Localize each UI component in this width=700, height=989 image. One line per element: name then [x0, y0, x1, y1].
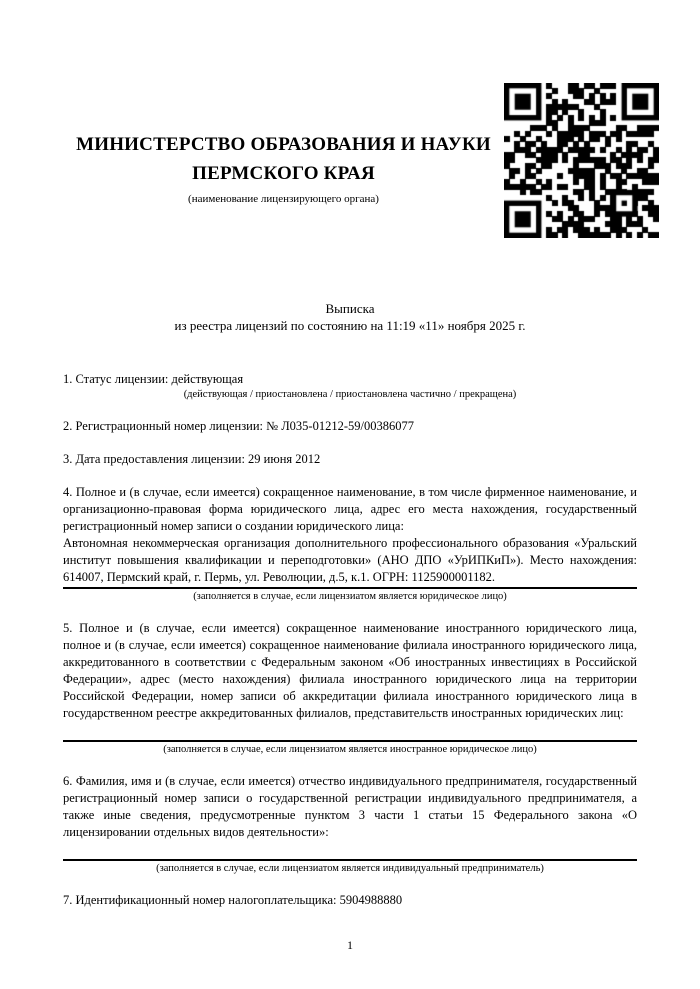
license-status-caption: (действующая / приостановлена / приостановлена частично / прекращена): [183, 389, 517, 400]
item-grant-date: [63, 451, 637, 468]
licensing-authority-name: [63, 130, 504, 188]
item-individual-entrepreneur: [63, 773, 637, 876]
individual-entrepreneur-rule: [63, 859, 637, 861]
foreign-entity-caption: (заполняется в случае, если лицензиатом является иностранное юридическое лицо): [163, 744, 537, 755]
individual-entrepreneur-label: 6. Фамилия, имя и (в случае, если имеется) отчество индивидуального предпринимателя, государственный регистрационный номер записи о государственной регистрации индивидуального предпринимателя, а также иные сведения, предусмотренные пунктом 3 части 1 статьи 15 Федерального закона «О лицензировании отдельных видов деятельности»:: [63, 774, 637, 839]
authority-name-line2: ПЕРМСКОГО КРАЯ: [192, 163, 375, 184]
item-foreign-entity: [63, 620, 637, 757]
item-legal-entity: [63, 484, 637, 604]
taxpayer-number-text: 7. Идентификационный номер налогоплательщика: 5904988880: [63, 893, 403, 907]
licensing-authority-block: [63, 83, 504, 205]
legal-entity-label: 4. Полное и (в случае, если имеется) сокращенное наименование, в том числе фирменное наименование, и организационно-правовая форма юридического лица, адрес его места нахождения, государственный регистрационный номер записи о создании юридического лица:: [63, 485, 637, 533]
legal-entity-value: Автономная некоммерческая организация дополнительного профессионального образования «Уральский институт повышения квалификации и переподготовки» (АНО ДПО «УрИПКиП»). Место нахождения: 614007, Пермский край, г. Пермь, ул. Революции, д.5, к.1. ОГРН: 1125900001182.: [63, 536, 637, 584]
extract-items: [63, 371, 637, 909]
individual-entrepreneur-value: [63, 841, 637, 858]
foreign-entity-rule: [63, 740, 637, 742]
page-number: 1: [347, 938, 353, 952]
license-status-text: 1. Статус лицензии: действующая: [63, 372, 244, 386]
document-title-line1: Выписка: [325, 301, 375, 316]
authority-name-line1: МИНИСТЕРСТВО ОБРАЗОВАНИЯ И НАУКИ: [76, 134, 491, 155]
item-license-status: [63, 371, 637, 402]
foreign-entity-label: 5. Полное и (в случае, если имеется) сокращенное наименование иностранного юридического лица, полное и (в случае, если имеется) сокращенное наименование филиала иностранного юридического лица, аккредитованного в соответствии с Федеральным законом «Об иностранных инвестициях в Российской Федерации», адрес (место нахождения) филиала иностранного юридического лица на территории Российской Федерации, номер записи об аккредитации филиала иностранного юридического лица в государственном реестре аккредитованных филиалов, представительств иностранных юридических лиц:: [63, 621, 637, 720]
item-registration-number: [63, 418, 637, 435]
qr-code: [504, 83, 659, 238]
document-title-line2: из реестра лицензий по состоянию на 11:19 «11» ноября 2025 г.: [174, 318, 526, 333]
legal-entity-rule: [63, 587, 637, 589]
legal-entity-caption: (заполняется в случае, если лицензиатом является юридическое лицо): [193, 591, 507, 602]
grant-date-text: 3. Дата предоставления лицензии: 29 июня 2012: [63, 452, 321, 466]
document-title: [63, 300, 637, 334]
item-taxpayer-number: [63, 892, 637, 909]
document-header: [63, 83, 637, 238]
foreign-entity-value: [63, 722, 637, 739]
authority-caption: (наименование лицензирующего органа): [188, 193, 379, 205]
individual-entrepreneur-caption: (заполняется в случае, если лицензиатом является индивидуальный предприниматель): [156, 863, 544, 874]
registration-number-text: 2. Регистрационный номер лицензии: № Л035-01212-59/00386077: [63, 419, 414, 433]
